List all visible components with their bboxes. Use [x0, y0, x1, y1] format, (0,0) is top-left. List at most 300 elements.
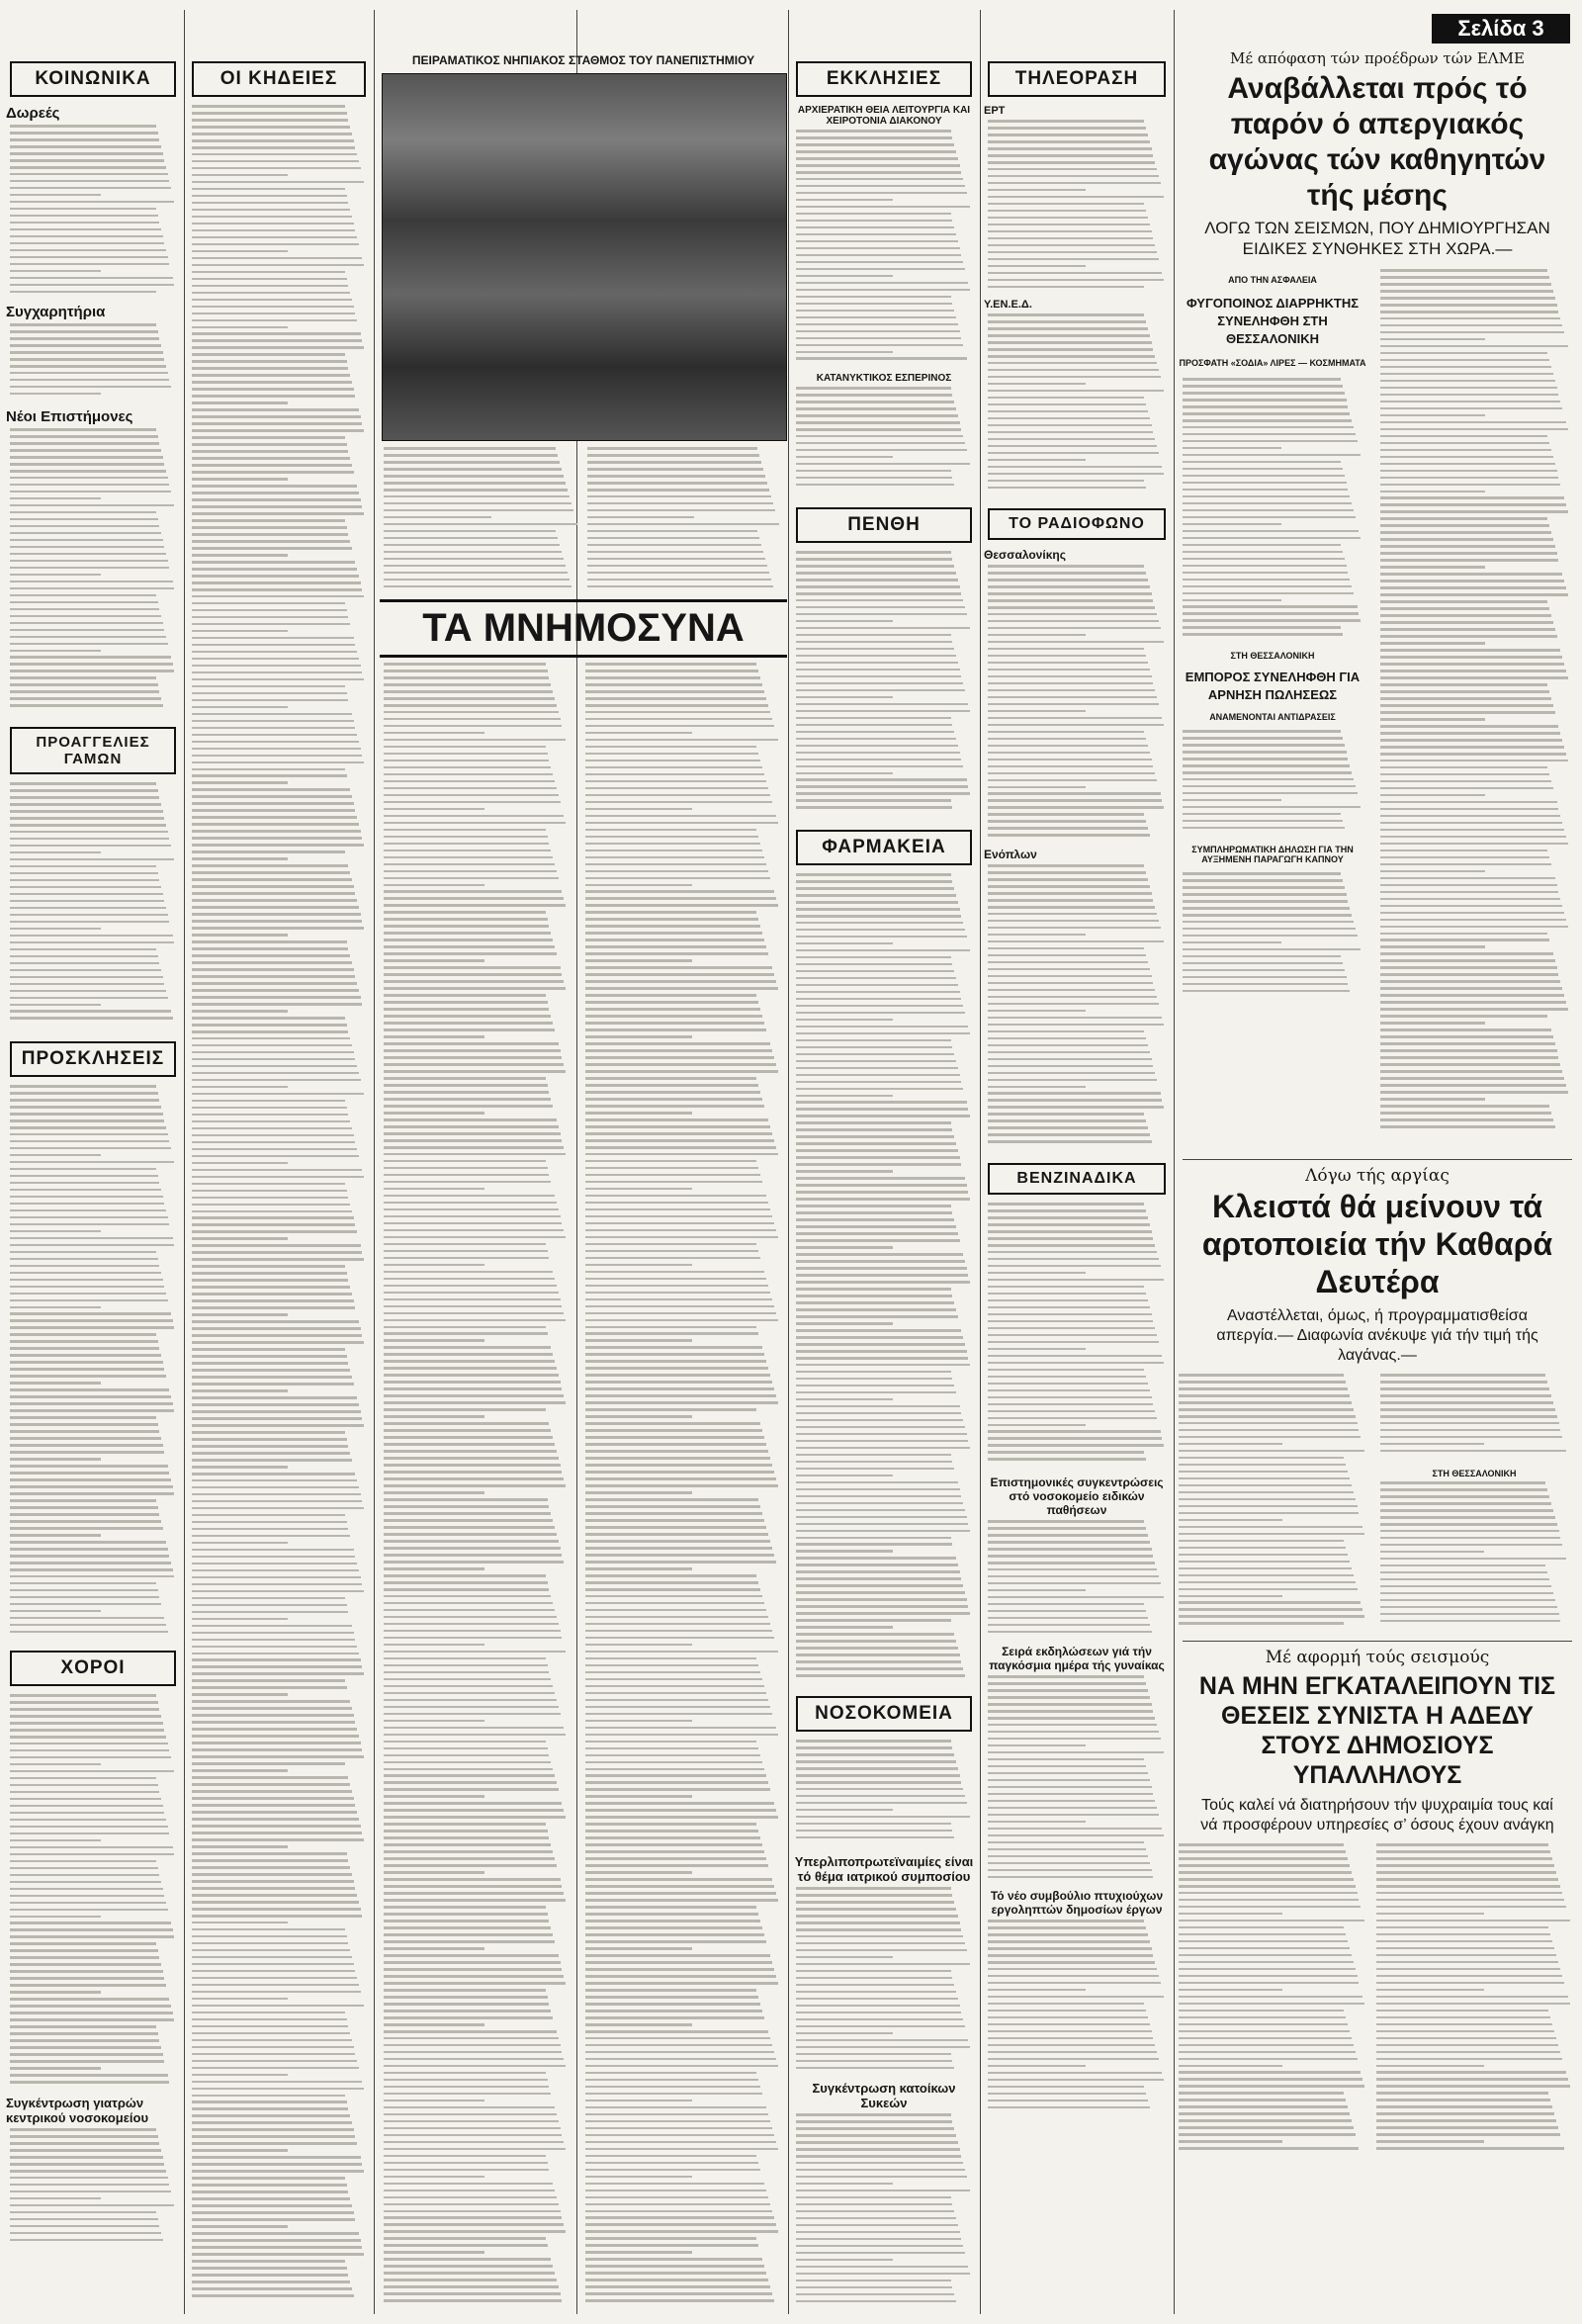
fugitive-subhead: ΠΡΟΣΦΑΤΗ «ΣΟΔΙΑ» ΛΙΡΕΣ — ΚΟΣΜΗΜΑΤΑ: [1179, 358, 1366, 368]
text-line: [796, 414, 958, 417]
text-line: [10, 2025, 156, 2028]
text-line: [10, 208, 156, 211]
text-line: [796, 592, 961, 595]
text-line: [10, 697, 161, 700]
text-line: [10, 789, 158, 792]
text-line: [988, 1251, 1157, 1254]
text-line: [1380, 760, 1568, 762]
text-line: [384, 1754, 549, 1757]
text-line: [988, 648, 1144, 651]
text-line: [1380, 1084, 1566, 1087]
text-line: [585, 1685, 764, 1688]
text-line: [1179, 1526, 1362, 1529]
text-line: [10, 1777, 156, 1780]
text-line: [384, 1609, 555, 1612]
text-line: [1179, 2078, 1362, 2081]
text-line: [988, 1765, 1146, 1768]
text-line: [192, 505, 362, 508]
text-line: [796, 901, 958, 904]
text-line: [384, 1996, 548, 1999]
text-line: [10, 277, 173, 280]
text-line: [1179, 1519, 1282, 1522]
text-line: [192, 1190, 347, 1193]
text-line: [10, 1520, 161, 1523]
text-line: [192, 319, 357, 322]
text-line: [10, 1708, 159, 1711]
text-line: [585, 1802, 774, 1805]
text-line: [1183, 605, 1358, 608]
text-line: [192, 2121, 352, 2124]
text-line: [796, 1253, 963, 1256]
text-line: [10, 249, 166, 252]
text-line: [796, 1281, 970, 1284]
text-line: [1380, 1105, 1549, 1108]
text-line: [192, 519, 345, 522]
text-line: [192, 1204, 350, 1207]
text-line: [585, 1788, 770, 1791]
text-line: [585, 994, 756, 997]
nursery-photo: [382, 73, 787, 441]
text-line: [796, 1523, 968, 1526]
text-line: [585, 1961, 772, 1964]
text-line: [192, 968, 354, 971]
text-line: [192, 1438, 347, 1441]
text-line: [585, 1761, 762, 1764]
text-line: [192, 837, 362, 840]
text-line: [796, 1660, 961, 1663]
text-line: [10, 491, 171, 493]
text-line: [384, 579, 570, 581]
text-line: [10, 1126, 166, 1129]
text-line: [587, 537, 759, 540]
text-line: [585, 2030, 768, 2033]
text-line: [192, 692, 347, 695]
text-line: [192, 1493, 361, 1496]
text-line: [1380, 538, 1553, 541]
text-line: [988, 223, 1150, 226]
text-line: [796, 2231, 960, 2234]
text-line: [10, 1402, 173, 1405]
text-line: [192, 823, 359, 826]
text-line: [585, 1671, 760, 1674]
text-line: [1380, 1056, 1558, 1059]
text-line: [988, 885, 1150, 888]
text-line: [796, 1232, 958, 1235]
text-line: [192, 1908, 361, 1911]
text-line: [384, 836, 548, 839]
text-line: [585, 1581, 758, 1584]
text-line: [384, 766, 551, 769]
text-line: [796, 2279, 951, 2282]
text-line: [192, 1769, 288, 1772]
text-line: [384, 2155, 546, 2158]
text-line: [192, 1707, 352, 1710]
text-line: [10, 1085, 156, 1088]
text-line: [796, 579, 958, 581]
text-line: [796, 565, 954, 568]
text-line: [796, 689, 965, 692]
text-line: [192, 844, 364, 847]
text-line: [1380, 822, 1562, 825]
text-line: [192, 2149, 288, 2152]
text-line: [1183, 558, 1345, 561]
text-line: [585, 1491, 692, 1494]
text-line: [192, 2101, 347, 2103]
text-line: [988, 2030, 1152, 2033]
text-line: [988, 362, 1157, 365]
text-line: [10, 2225, 159, 2228]
text-line: [1183, 962, 1343, 965]
text-line: [796, 1128, 952, 1131]
text-line: [384, 829, 546, 832]
text-line: [384, 2003, 549, 2006]
text-line: [988, 1306, 1150, 1309]
text-line: [192, 1859, 348, 1862]
text-line: [585, 1381, 772, 1384]
text-line: [10, 1368, 164, 1371]
text-line: [796, 1398, 893, 1401]
text-line: [1183, 378, 1341, 381]
text-line: [796, 915, 961, 918]
text-line: [1179, 1408, 1354, 1411]
text-line: [1380, 649, 1560, 652]
text-line: [10, 1106, 161, 1109]
text-line: [988, 1610, 1146, 1613]
text-line: [988, 1244, 1155, 1247]
text-block: [988, 1520, 1166, 1639]
text-line: [796, 2127, 954, 2130]
text-line: [192, 1679, 345, 1682]
text-line: [192, 1299, 354, 1302]
memorials-heading: ΤΑ ΜΝΗΜΟΣΥΝΑ: [380, 599, 787, 658]
text-line: [192, 982, 357, 985]
text-line: [1179, 1394, 1350, 1397]
text-block: [10, 323, 176, 402]
text-line: [192, 575, 359, 578]
text-line: [192, 1686, 347, 1689]
text-line: [192, 1051, 354, 1054]
text-line: [384, 1401, 566, 1404]
text-line: [192, 1230, 357, 1233]
text-line: [585, 890, 774, 893]
text-line: [1183, 440, 1358, 443]
text-line: [192, 906, 359, 909]
text-line: [384, 1623, 559, 1626]
text-line: [988, 1272, 1086, 1275]
text-line: [585, 1139, 774, 1142]
text-line: [585, 1940, 766, 1943]
headline1-kicker: Μέ απόφαση τών προέδρων τών ΕΛΜΕ: [1230, 49, 1525, 67]
text-line: [10, 1499, 156, 1502]
headline3-deck: Τούς καλεί νά διατηρήσουν τήν ψυχραιμία τους καί νά προσφέρουν υπηρεσίες σ’ όσους έχουν ανάγκη: [1200, 1797, 1554, 1833]
text-line: [192, 1714, 354, 1717]
sykies-title: Συγκέντρωση κατοίκων Συκεών: [812, 2081, 956, 2110]
text-line: [384, 1319, 566, 1322]
text-line: [585, 2058, 776, 2061]
text-line: [1179, 2071, 1361, 2074]
text-line: [192, 713, 352, 716]
text-line: [796, 1391, 956, 1394]
text-line: [796, 164, 960, 167]
text-line: [10, 1099, 159, 1102]
text-line: [384, 2203, 559, 2206]
text-line: [10, 629, 164, 632]
text-line: [10, 228, 161, 231]
text-line: [384, 1292, 559, 1295]
text-line: [796, 130, 951, 133]
text-line: [192, 1549, 354, 1552]
text-line: [384, 2113, 557, 2116]
text-line: [10, 1430, 159, 1433]
text-line: [192, 540, 350, 543]
text-line: [192, 761, 364, 764]
text-line: [796, 1809, 893, 1812]
text-line: [988, 2051, 1157, 2054]
text-line: [988, 2079, 1164, 2082]
text-line: [587, 482, 767, 485]
text-line: [988, 792, 1161, 795]
text-line: [585, 1609, 766, 1612]
text-line: [1380, 1098, 1485, 1101]
text-line: [192, 105, 345, 108]
text-line: [585, 836, 758, 839]
text-line: [1380, 510, 1568, 513]
text-line: [585, 904, 778, 907]
text-line: [585, 746, 756, 749]
text-line: [1179, 2092, 1344, 2095]
text-line: [587, 585, 773, 588]
text-line: [585, 1464, 772, 1467]
text-line: [192, 1514, 345, 1517]
text-line: [10, 2184, 169, 2187]
text-line: [384, 475, 564, 478]
text-line: [796, 226, 954, 229]
text-line: [1376, 1954, 1556, 1957]
text-line: [988, 1582, 1161, 1585]
text-line: [796, 806, 952, 809]
text-line: [10, 1963, 161, 1966]
text-line: [1183, 426, 1354, 429]
text-line: [1380, 1436, 1562, 1439]
text-line: [796, 641, 952, 644]
text-line: [1380, 690, 1549, 693]
text-line: [384, 897, 564, 900]
text-line: [192, 2025, 348, 2028]
text-block: [796, 387, 972, 495]
text-line: [10, 1133, 168, 1136]
text-line: [10, 1175, 158, 1178]
text-line: [988, 1113, 1144, 1116]
text-line: [1183, 565, 1347, 568]
text-line: [384, 1940, 555, 1943]
text-block: [10, 125, 176, 298]
text-line: [988, 1821, 1086, 1824]
text-line: [1179, 1429, 1359, 1432]
text-line: [384, 711, 559, 714]
text-line: [796, 1067, 958, 1070]
text-line: [796, 1564, 958, 1566]
text-line: [796, 894, 956, 897]
text-line: [1376, 1996, 1568, 1999]
text-line: [1376, 1989, 1484, 1992]
text-line: [192, 1618, 288, 1621]
text-block: [1179, 1374, 1366, 1631]
text-line: [384, 1118, 557, 1121]
text-line: [796, 936, 967, 939]
text-block: [988, 864, 1166, 1151]
text-line: [192, 209, 350, 212]
text-line: [796, 792, 970, 795]
text-line: [1179, 1933, 1346, 1936]
text-line: [1380, 1022, 1485, 1025]
text-line: [1380, 387, 1557, 390]
text-line: [1380, 304, 1557, 307]
text-line: [1183, 579, 1350, 581]
text-line: [384, 1484, 566, 1487]
text-line: [585, 1975, 776, 1978]
text-line: [192, 388, 354, 391]
text-line: [10, 1853, 174, 1856]
merchant-subhead: ΑΝΑΜΕΝΟΝΤΑΙ ΑΝΤΙΔΡΑΣΕΙΣ: [1209, 712, 1336, 722]
text-line: [988, 1800, 1155, 1803]
text-line: [10, 831, 168, 834]
text-line: [796, 178, 963, 181]
text-line: [796, 1674, 965, 1677]
text-line: [796, 1788, 963, 1791]
text-line: [796, 675, 961, 678]
text-line: [796, 963, 952, 966]
text-line: [192, 2204, 352, 2207]
text-line: [585, 2162, 758, 2165]
text-line: [796, 1767, 958, 1770]
text-line: [10, 1895, 164, 1898]
text-line: [988, 120, 1144, 123]
text-line: [192, 1700, 350, 1703]
text-line: [10, 386, 171, 389]
text-line: [796, 357, 967, 360]
text-line: [585, 1561, 776, 1564]
text-line: [192, 1748, 362, 1751]
text-line: [10, 838, 169, 841]
text-line: [796, 150, 956, 153]
text-line: [10, 1998, 169, 2001]
text-line: [384, 1533, 557, 1536]
text-line: [10, 601, 158, 604]
text-line: [384, 1035, 484, 1038]
text-line: [384, 2196, 557, 2199]
text-line: [587, 516, 694, 519]
text-line: [1380, 1571, 1547, 1574]
text-line: [384, 1450, 557, 1453]
text-line: [192, 802, 354, 805]
text-line: [1179, 1968, 1356, 1971]
photo-caption-title: ΠΕΙΡΑΜΑΤΙΚΟΣ ΝΗΠΙΑΚΟΣ ΣΤΑΘΜΟΣ ΤΟΥ ΠΑΝΕΠΙΣΤΗΜΙΟΥ: [411, 53, 755, 67]
text-line: [192, 871, 350, 874]
text-line: [192, 857, 288, 860]
text-line: [10, 1451, 164, 1454]
text-line: [192, 1963, 354, 1966]
text-line: [384, 1526, 555, 1529]
headline3-kicker: Μέ αφορμή τούς σεισμούς: [1265, 1648, 1490, 1667]
text-line: [796, 254, 961, 257]
text-line: [796, 2039, 968, 2042]
text-line: [988, 1869, 1152, 1872]
text-line: [10, 2005, 171, 2008]
text-line: [1380, 463, 1555, 466]
text-line: [988, 1417, 1157, 1420]
text-line: [1179, 2030, 1350, 2033]
text-line: [10, 1140, 169, 1143]
text-block: [796, 551, 972, 818]
text-line: [585, 1920, 760, 1922]
text-line: [587, 502, 773, 505]
text-line: [796, 873, 951, 876]
text-line: [192, 2067, 359, 2070]
memorials-column-left: [380, 663, 571, 2324]
text-line: [10, 1860, 156, 1863]
text-line: [1380, 905, 1562, 908]
text-line: [192, 1403, 359, 1406]
text-line: [1376, 1864, 1554, 1867]
text-line: [585, 1734, 778, 1737]
text-line: [988, 480, 1144, 483]
text-line: [988, 1568, 1157, 1571]
text-line: [384, 1519, 553, 1522]
text-line: [10, 351, 163, 354]
text-line: [384, 1346, 551, 1349]
text-line: [10, 2081, 169, 2084]
text-line: [384, 2183, 553, 2186]
text-line: [10, 1798, 161, 1801]
text-line: [988, 1814, 1159, 1817]
text-line: [384, 1581, 548, 1584]
text-block: [1179, 1843, 1366, 2160]
text-line: [796, 1032, 970, 1035]
text-line: [796, 1246, 893, 1249]
text-line: [1380, 414, 1485, 417]
text-line: [1179, 1498, 1356, 1501]
text-line: [192, 899, 357, 902]
text-line: [10, 1506, 158, 1509]
text-line: [796, 275, 893, 278]
text-line: [10, 1286, 164, 1289]
text-line: [796, 2217, 956, 2220]
section-hospitals-heading: ΝΟΣΟΚΟΜΕΙΑ: [796, 1696, 972, 1732]
text-line: [384, 2176, 484, 2179]
text-line: [988, 572, 1146, 575]
text-line: [192, 1017, 345, 1020]
text-line: [384, 1008, 549, 1011]
text-line: [1380, 1394, 1551, 1397]
text-line: [384, 1056, 562, 1059]
text-line: [384, 2065, 566, 2068]
text-line: [988, 1099, 1162, 1102]
text-line: [796, 261, 963, 264]
text-line: [1183, 544, 1341, 547]
text-line: [585, 2230, 778, 2233]
text-line: [988, 1834, 1164, 1837]
text-line: [10, 1568, 173, 1571]
text-line: [192, 332, 361, 335]
text-line: [1183, 399, 1347, 402]
text-line: [192, 1873, 352, 1876]
text-line: [1380, 401, 1560, 403]
text-line: [384, 1781, 557, 1784]
text-line: [988, 1424, 1086, 1427]
text-line: [192, 1431, 345, 1434]
text-line: [10, 1382, 101, 1385]
text-line: [796, 1046, 952, 1049]
